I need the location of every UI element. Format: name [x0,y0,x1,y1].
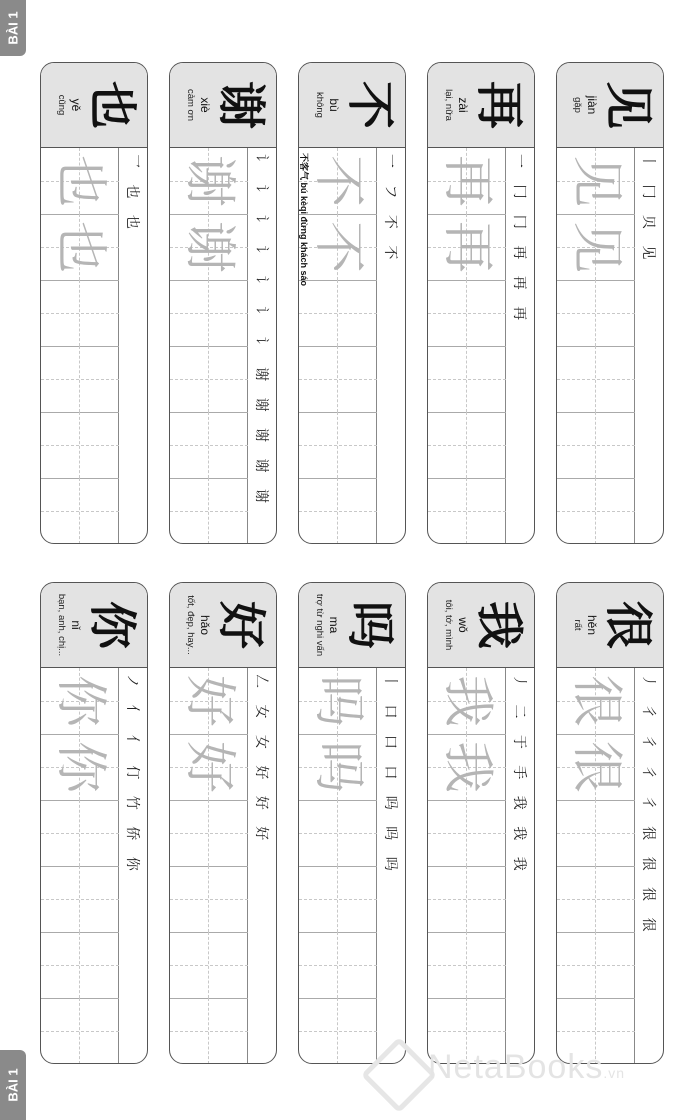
grid-cell[interactable] [170,932,248,999]
pinyin: hěn [585,614,599,636]
character: 再 [471,80,527,129]
stroke-order: 一 冂 冂 再 再 再 [505,147,534,543]
writing-grid [170,667,248,1063]
writing-grid [428,667,506,1063]
meaning: lại, nữa [443,89,454,121]
character: 也 [84,80,140,129]
grid-cell[interactable] [428,148,506,215]
grid-cell[interactable] [428,346,506,413]
practice-strip [169,62,277,544]
grid-cell[interactable] [557,214,635,281]
character: 见 [600,80,656,129]
grid-cell[interactable] [428,214,506,281]
grid-cell[interactable] [41,478,119,544]
pinyin: jiàn [585,95,599,115]
practice-strip [169,582,277,1064]
grid-cell[interactable] [299,346,377,413]
grid-cell[interactable] [170,998,248,1064]
grid-cell[interactable] [41,998,119,1064]
stroke-order: 乛 也 也 [118,147,147,543]
stroke-order: 丿 二 于 手 我 我 我 [505,667,534,1063]
trace-character: 见 [566,154,626,207]
stroke-order: 丨 冂 贝 见 [634,147,663,543]
grid-cell[interactable] [41,412,119,479]
lesson-tab-label: BÀI 1 [5,1068,21,1102]
usage-note: 不客气 bú kèqi đừng khách sáo [299,153,309,287]
trace-character: 吗 [308,674,368,727]
grid-cell[interactable] [170,214,248,281]
trace-character: 也 [50,220,110,273]
grid-cell[interactable] [170,866,248,933]
grid-cell[interactable] [41,866,119,933]
practice-strip [298,582,406,1064]
grid-cell[interactable] [428,280,506,347]
grid-cell[interactable] [170,346,248,413]
trace-character: 好 [179,740,239,793]
grid-cell[interactable] [170,734,248,801]
trace-character: 很 [566,740,626,793]
practice-strip [427,582,535,1064]
character-header [170,63,276,147]
meaning: gặp [572,97,583,113]
grid-cell[interactable] [299,478,377,544]
grid-cell[interactable] [428,412,506,479]
trace-character: 很 [566,674,626,727]
grid-cell[interactable] [557,346,635,413]
character-header [428,63,534,147]
grid-cell[interactable] [41,148,119,215]
practice-strip [556,62,664,544]
grid-cell[interactable] [170,800,248,867]
writing-grid [557,147,635,543]
trace-character: 我 [437,740,497,793]
trace-character: 谢 [179,154,239,207]
grid-cell[interactable] [557,734,635,801]
writing-grid [41,667,119,1063]
trace-character: 谢 [179,220,239,273]
trace-character: 不 [308,220,368,273]
grid-cell[interactable] [557,932,635,999]
character-header [299,63,405,147]
practice-strip [298,62,406,544]
grid-cell[interactable] [557,866,635,933]
practice-strip [40,582,148,1064]
character: 很 [600,600,656,649]
trace-character: 也 [50,154,110,207]
grid-cell[interactable] [428,866,506,933]
grid-cell[interactable] [41,800,119,867]
character-header [41,583,147,667]
character-header [299,583,405,667]
pinyin: zài [456,97,470,113]
grid-cell[interactable] [428,478,506,544]
writing-grid [170,147,248,543]
character: 我 [471,600,527,649]
writing-grid [557,667,635,1063]
grid-cell[interactable] [170,668,248,735]
pinyin: ma [327,616,341,634]
meaning: bạn, anh, chị... [56,593,67,657]
character-header [428,583,534,667]
practice-strip [556,582,664,1064]
grid-cell[interactable] [557,800,635,867]
grid-cell[interactable] [41,668,119,735]
watermark: NetaBooks.vn [428,1048,626,1086]
grid-cell[interactable] [557,412,635,479]
grid-cell[interactable] [41,734,119,801]
character: 不 [342,80,398,129]
grid-cell[interactable] [299,734,377,801]
grid-cell[interactable] [41,346,119,413]
meaning: không [314,92,325,118]
grid-cell[interactable] [170,148,248,215]
character: 你 [84,600,140,649]
meaning: trợ từ nghi vấn [314,593,325,657]
grid-cell[interactable] [170,280,248,347]
stroke-order: 丿 彳 彳 彳 彳 很 很 很 很 [634,667,663,1063]
trace-character: 再 [437,154,497,207]
grid-cell[interactable] [41,932,119,999]
trace-character: 再 [437,220,497,273]
grid-cell[interactable] [170,412,248,479]
writing-grid [299,667,377,1063]
pinyin: wǒ [456,617,470,633]
grid-cell[interactable] [41,280,119,347]
grid-cell[interactable] [557,478,635,544]
trace-character: 好 [179,674,239,727]
pinyin: nǐ [69,620,83,630]
stroke-order: 丨 口 口 口 吗 吗 吗 [376,667,405,1063]
practice-strip [40,62,148,544]
meaning: rất [572,619,583,631]
character-header [41,63,147,147]
grid-cell[interactable] [428,734,506,801]
pinyin: bù [327,98,341,112]
stroke-order: 𠃋 女 女 好 好 好 [247,667,276,1063]
grid-cell[interactable] [299,800,377,867]
grid-cell[interactable] [41,214,119,281]
trace-character: 你 [50,740,110,793]
pinyin: yě [69,98,83,112]
trace-character: 吗 [308,740,368,793]
character-header [557,63,663,147]
writing-grid [41,147,119,543]
grid-cell[interactable] [299,412,377,479]
meaning: tốt, đẹp, hay... [185,595,196,655]
grid-cell[interactable] [299,280,377,347]
pinyin: hǎo [198,614,212,636]
grid-cell[interactable] [299,998,377,1064]
grid-cell[interactable] [557,280,635,347]
grid-cell[interactable] [299,668,377,735]
practice-strip [427,62,535,544]
grid-cell[interactable] [428,800,506,867]
grid-cell[interactable] [428,932,506,999]
character-header [557,583,663,667]
meaning: cũng [56,94,67,116]
stroke-order: ノ 亻 亻 仃 竹 侨 你 [118,667,147,1063]
grid-cell[interactable] [299,866,377,933]
pinyin: xiè [198,97,212,113]
grid-cell[interactable] [428,668,506,735]
grid-cell[interactable] [170,478,248,544]
grid-cell[interactable] [557,148,635,215]
meaning: cảm ơn [185,88,196,122]
grid-cell[interactable] [557,668,635,735]
stroke-order: 讠 讠 讠 讠 讠 讠 讠 谢 谢 谢 谢 谢 [247,147,276,543]
grid-cell[interactable] [299,932,377,999]
meaning: tôi, tớ, mình [443,599,454,651]
trace-character: 你 [50,674,110,727]
lesson-tab-label: BÀI 1 [5,11,21,45]
character: 好 [213,600,269,649]
trace-character: 我 [437,674,497,727]
writing-grid [428,147,506,543]
trace-character: 见 [566,220,626,273]
trace-character: 不 [308,154,368,207]
stroke-order: 一 フ 不 不 [376,147,405,543]
character-header [170,583,276,667]
character: 谢 [213,80,269,129]
character: 吗 [342,600,398,649]
